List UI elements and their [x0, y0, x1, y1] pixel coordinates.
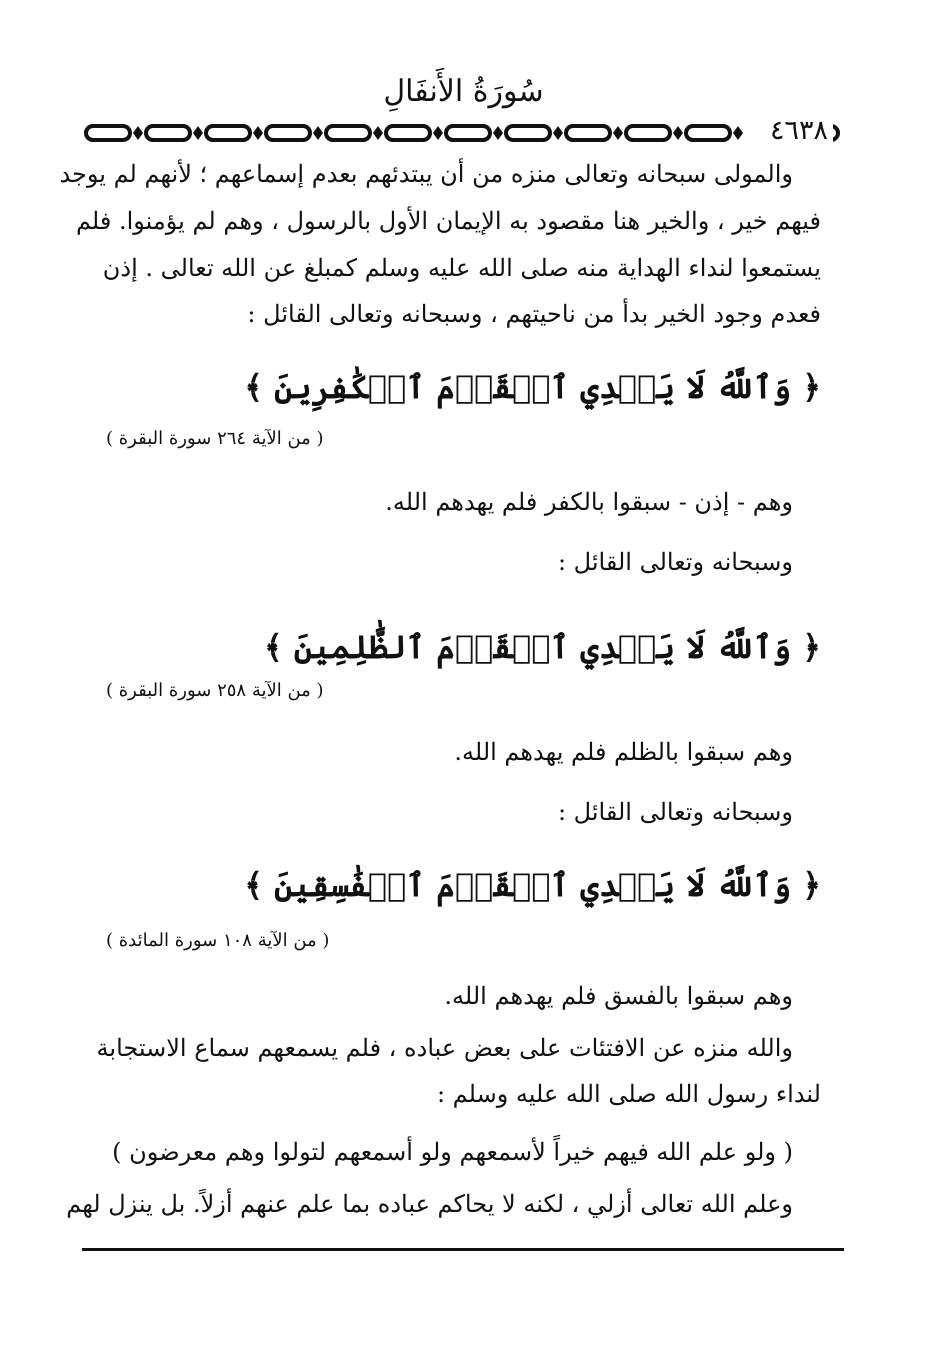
- paragraph-line: وهم سبقوا بالظلم فلم يهدهم الله.: [454, 738, 793, 766]
- verse-citation: ( من الآية ١٠٨ سورة المائدة ): [106, 930, 330, 951]
- quran-verse: ﴿ وَٱللَّهُ لَا يَهۡدِي ٱلۡقَوۡمَ ٱلۡفَٰسِقِينَ ﴾: [244, 866, 821, 904]
- paragraph-line: وهم - إذن - سبقوا بالكفر فلم يهدهم الله.: [385, 488, 793, 516]
- quran-verse: ﴿ وَٱللَّهُ لَا يَهۡدِي ٱلۡقَوۡمَ ٱلظَّٰلِمِينَ ﴾: [263, 628, 821, 666]
- paragraph-line: فيهم خير ، والخير هنا مقصود به الإيمان الأول بالرسول ، وهم لم يؤمنوا. فلم: [75, 207, 821, 235]
- paragraph-line: والمولى سبحانه وتعالى منزه من أن يبتدئهم بعدم إسماعهم ؛ لأنهم لم يوجد: [59, 160, 793, 188]
- footer-divider: [82, 1248, 844, 1251]
- paragraph-line: والله منزه عن الافتئات على بعض عباده ، فلم يسمعهم سماع الاستجابة: [96, 1034, 793, 1062]
- chain-border-icon: [82, 118, 844, 146]
- verse-citation: ( من الآية ٢٥٨ سورة البقرة ): [106, 680, 324, 701]
- surah-title: سُورَةُ الأَنفَالِ: [383, 74, 544, 109]
- verse-citation: ( من الآية ٢٦٤ سورة البقرة ): [106, 428, 324, 449]
- paragraph-line: يستمعوا لنداء الهداية منه صلى الله عليه وسلم كمبلغ عن الله تعالى . إذن: [102, 254, 821, 282]
- quoted-verse-line: ( ولو علم الله فيهم خيراً لأسمعهم ولو أسمعهم لتولوا وهم معرضون ): [112, 1138, 793, 1166]
- ornamental-border: [82, 118, 844, 146]
- paragraph-line: لنداء رسول الله صلى الله عليه وسلم :: [436, 1080, 821, 1108]
- quran-verse: ﴿ وَٱللَّهُ لَا يَهۡدِي ٱلۡقَوۡمَ ٱلۡكَٰفِرِينَ ﴾: [244, 368, 821, 406]
- page-number: ٤٦٣٨: [765, 116, 833, 146]
- paragraph-line: وسبحانه وتعالى القائل :: [557, 798, 793, 826]
- paragraph-line: وهم سبقوا بالفسق فلم يهدهم الله.: [444, 982, 793, 1010]
- paragraph-line: وسبحانه وتعالى القائل :: [557, 548, 793, 576]
- paragraph-line: فعدم وجود الخير بدأ من ناحيتهم ، وسبحانه وتعالى القائل :: [247, 300, 821, 328]
- paragraph-line: وعلم الله تعالى أزلي ، لكنه لا يحاكم عباده بما علم عنهم أزلاً. بل ينزل لهم: [66, 1190, 793, 1218]
